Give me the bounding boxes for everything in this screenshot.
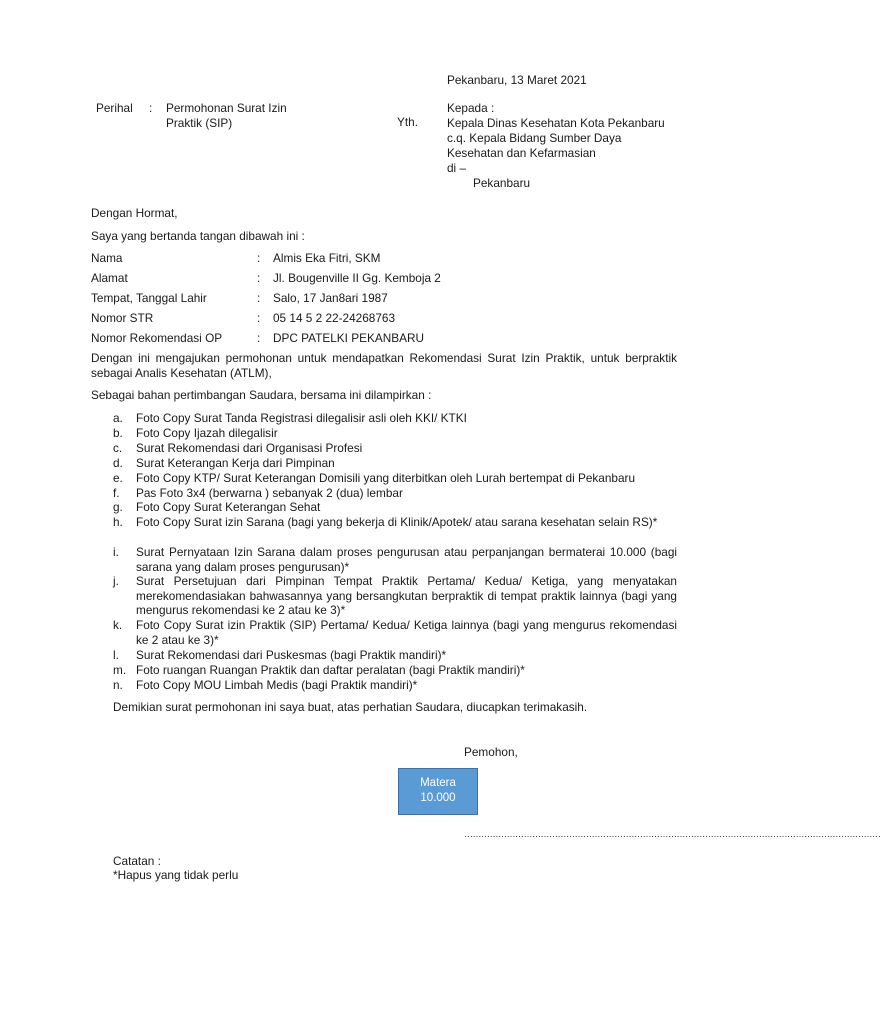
greeting: Dengan Hormat,: [91, 206, 178, 220]
list-item-text: Pas Foto 3x4 (berwarna ) sebanyak 2 (dua) lembar: [136, 486, 403, 500]
list-item-text: Foto ruangan Ruangan Praktik dan daftar peralatan (bagi Praktik mandiri)*: [136, 663, 525, 677]
list-item-text: Surat Rekomendasi dari Puskesmas (bagi Praktik mandiri)*: [136, 648, 447, 662]
identity-colon: :: [257, 251, 261, 265]
kepada-label: Kepada :: [447, 101, 495, 115]
list-item-letter: e.: [113, 471, 123, 485]
identity-value: Almis Eka Fitri, SKM: [273, 251, 381, 265]
perihal-line-1: Permohonan Surat Izin: [166, 101, 287, 115]
list-item-letter: k.: [113, 618, 123, 632]
list-item-text: Foto Copy Surat izin Sarana (bagi yang bekerja di Klinik/Apotek/ atau sarana kesehatan selain RS)*: [136, 515, 658, 529]
stamp-line-2: 10.000: [420, 792, 456, 804]
identity-label: Alamat: [91, 271, 128, 285]
identity-colon: :: [257, 331, 261, 345]
list-item-text: Foto Copy Ijazah dilegalisir: [136, 426, 278, 440]
identity-colon: :: [257, 291, 261, 305]
identity-value: DPC PATELKI PEKANBARU: [273, 331, 424, 345]
list-item-text: Foto Copy Surat Tanda Registrasi dilegalisir asli oleh KKI/ KTKI: [136, 411, 467, 425]
stamp-box: [398, 768, 478, 815]
list-item-letter: n.: [113, 678, 123, 692]
identity-colon: :: [257, 271, 261, 285]
perihal-subject: [166, 101, 287, 131]
list-item-text: Surat Persetujuan dari Pimpinan Tempat Praktik Pertama/ Kedua/ Ketiga, yang menyatakan merekomendasiakan bahwasannya yang bersangkutan berpraktik di tempat praktik lainnya (bagi yang mengurus rekomendasi ke 2 atau ke 3)*: [136, 574, 677, 618]
recipient-line-4: di –: [447, 161, 467, 175]
recipient-city: Pekanbaru: [473, 176, 531, 190]
recipient-line-1: Kepala Dinas Kesehatan Kota Pekanbaru: [447, 116, 665, 130]
identity-value: 05 14 5 2 22-24268763: [273, 311, 396, 325]
list-item-letter: f.: [113, 486, 120, 500]
list-item-letter: a.: [113, 411, 123, 425]
stamp-line-1: Matera: [420, 777, 456, 789]
identity-value: Salo, 17 Jan8ari 1987: [273, 291, 388, 305]
intro-text: Saya yang bertanda tangan dibawah ini :: [91, 229, 305, 243]
attachments-intro: Sebagai bahan pertimbangan Saudara, bersama ini dilampirkan :: [91, 388, 432, 402]
letter-date: Pekanbaru, 13 Maret 2021: [447, 73, 587, 87]
list-item-letter: m.: [113, 663, 127, 677]
list-item-text: Surat Rekomendasi dari Organisasi Profesi: [136, 441, 363, 455]
identity-label: Nama: [91, 251, 123, 265]
identity-label: Nomor STR: [91, 311, 154, 325]
list-item-text: Foto Copy Surat Keterangan Sehat: [136, 500, 321, 514]
list-item-letter: h.: [113, 515, 123, 529]
identity-label: Nomor Rekomendasi OP: [91, 331, 223, 345]
perihal-label: Perihal: [96, 101, 133, 115]
request-paragraph: Dengan ini mengajukan permohonan untuk mendapatkan Rekomendasi Surat Izin Praktik, untuk berpraktik sebagai Analis Kesehatan (ATLM),: [91, 351, 677, 380]
recipient-line-3: Kesehatan dan Kefarmasian: [447, 146, 596, 160]
list-item-letter: b.: [113, 426, 123, 440]
perihal-line-2: Praktik (SIP): [166, 116, 233, 130]
list-item-text: Foto Copy Surat izin Praktik (SIP) Pertama/ Kedua/ Ketiga lainnya (bagi yang mengurus rekomendasi ke 2 atau ke 3)*: [136, 618, 677, 647]
list-item-letter: c.: [113, 441, 123, 455]
signature-line: …………………………………………………………………………………………………………………………………: [464, 829, 881, 839]
note-text: *Hapus yang tidak perlu: [113, 868, 239, 882]
list-item-letter: j.: [113, 574, 119, 588]
closing-sentence: Demikian surat permohonan ini saya buat, atas perhatian Saudara, diucapkan terimakasih.: [113, 700, 588, 714]
perihal-colon: :: [149, 101, 153, 115]
recipient-line-2: c.q. Kepala Bidang Sumber Daya: [447, 131, 622, 145]
list-item-text: Foto Copy MOU Limbah Medis (bagi Praktik mandiri)*: [136, 678, 418, 692]
identity-label: Tempat, Tanggal Lahir: [91, 291, 207, 305]
list-item-letter: g.: [113, 500, 123, 514]
pemohon-label: Pemohon,: [464, 745, 518, 759]
list-item-text: Surat Keterangan Kerja dari Pimpinan: [136, 456, 335, 470]
identity-colon: :: [257, 311, 261, 325]
list-item-text: Foto Copy KTP/ Surat Keterangan Domisili yang diterbitkan oleh Lurah bertempat di Pekanbaru: [136, 471, 636, 485]
recipient-block: [447, 101, 665, 191]
yth-label: Yth.: [397, 115, 418, 129]
identity-value: Jl. Bougenville II Gg. Kemboja 2: [273, 271, 441, 285]
note-label: Catatan :: [113, 854, 161, 868]
list-item-letter: i.: [113, 545, 119, 559]
list-item-letter: d.: [113, 456, 123, 470]
list-item-text: Surat Pernyataan Izin Sarana dalam proses pengurusan atau perpanjangan bermaterai 10.000 (bagi sarana yang dalam proses pengurusan)*: [136, 545, 677, 574]
list-item-letter: l.: [113, 648, 119, 662]
